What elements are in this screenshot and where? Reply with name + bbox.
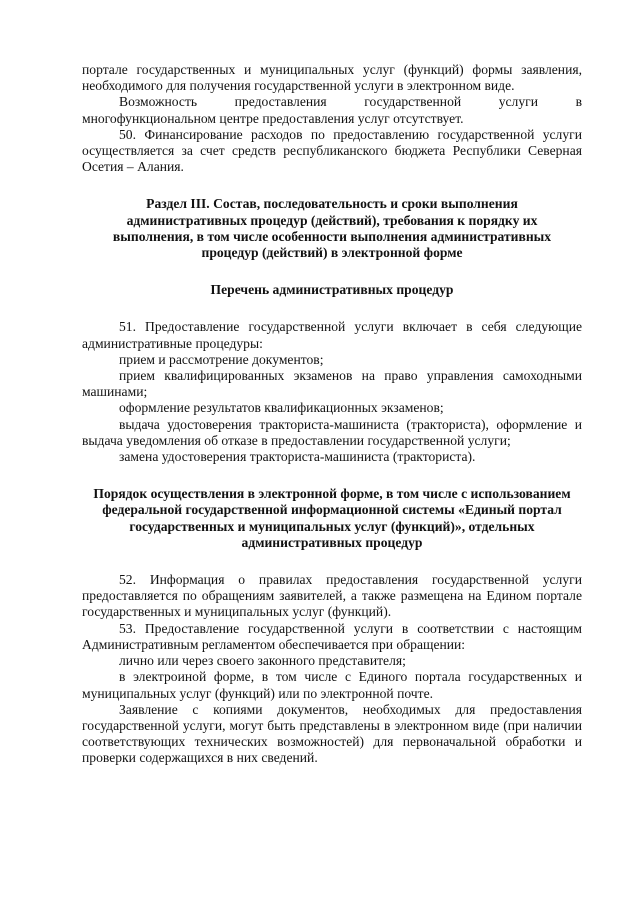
list-item: прием квалифицированных экзаменов на право управления самоходными машинами; xyxy=(82,368,582,400)
subheading-electronic-procedures: Порядок осуществления в электронной форме, в том числе с использованием федеральной государственной информационной системы «Единый портал государственных и муниципальных услуг (функций)», отдельных административных процедур xyxy=(93,486,571,550)
list-item: в электроиной форме, в том числе с Единого портала государственных и муниципальных услуг (функций) или по электронной почте. xyxy=(82,669,582,701)
paragraph-50: 50. Финансирование расходов по предоставлению государственной услуги осуществляется за счет средств республиканского бюджета Республики Северная Осетия – Алания. xyxy=(82,126,582,175)
subheading-procedures-list: Перечень административных процедур xyxy=(210,282,454,298)
list-item: лично или через своего законного представителя; xyxy=(119,653,406,669)
section-heading: Раздел III. Состав, последовательность и сроки выполнения административных процедур (действий), требования к порядку их выполнения, в том числе особенности выполнения административных процедур (действий) в электронной форме xyxy=(112,196,552,261)
list-item: оформление результатов квалификационных экзаменов; xyxy=(119,400,444,416)
paragraph-51: 51. Предоставление государственной услуги включает в себя следующие административные процедуры: xyxy=(82,319,582,351)
paragraph-53: 53. Предоставление государственной услуги в соответствии с настоящим Административным регламентом обеспечивается при обращении: xyxy=(82,620,582,652)
list-item: выдача удостоверения тракториста-машиниста (тракториста), оформление и выдача уведомления об отказе в предоставлении государственной услуги; xyxy=(82,416,582,448)
paragraph-application: Заявление с копиями документов, необходимых для предоставления государственной услуги, могут быть представлены в электронном виде (при наличии соответствующих технических возможностей) для первоначальной обработки и проверки содержащихся в них сведений. xyxy=(82,701,582,766)
list-item: прием и рассмотрение документов; xyxy=(119,351,324,367)
paragraph-portal-form: порталe государственных и муниципальных услуг (функций) формы заявления, необходимого для получения государственной услуги в электронном виде. xyxy=(82,62,582,94)
document-page xyxy=(82,62,582,767)
paragraph-52: 52. Информация о правилах предоставления государственной услуги предоставляется по обращениям заявителей, а также размещена на Едином портале государственных и муниципальных услуг (функций). xyxy=(82,572,582,620)
list-item: замена удостоверения тракториста-машиниста (тракториста). xyxy=(119,449,476,465)
paragraph-mfc: Возможность предоставления государственной услуги в многофункциональном центре предоставления услуг отсутствует. xyxy=(82,94,582,126)
